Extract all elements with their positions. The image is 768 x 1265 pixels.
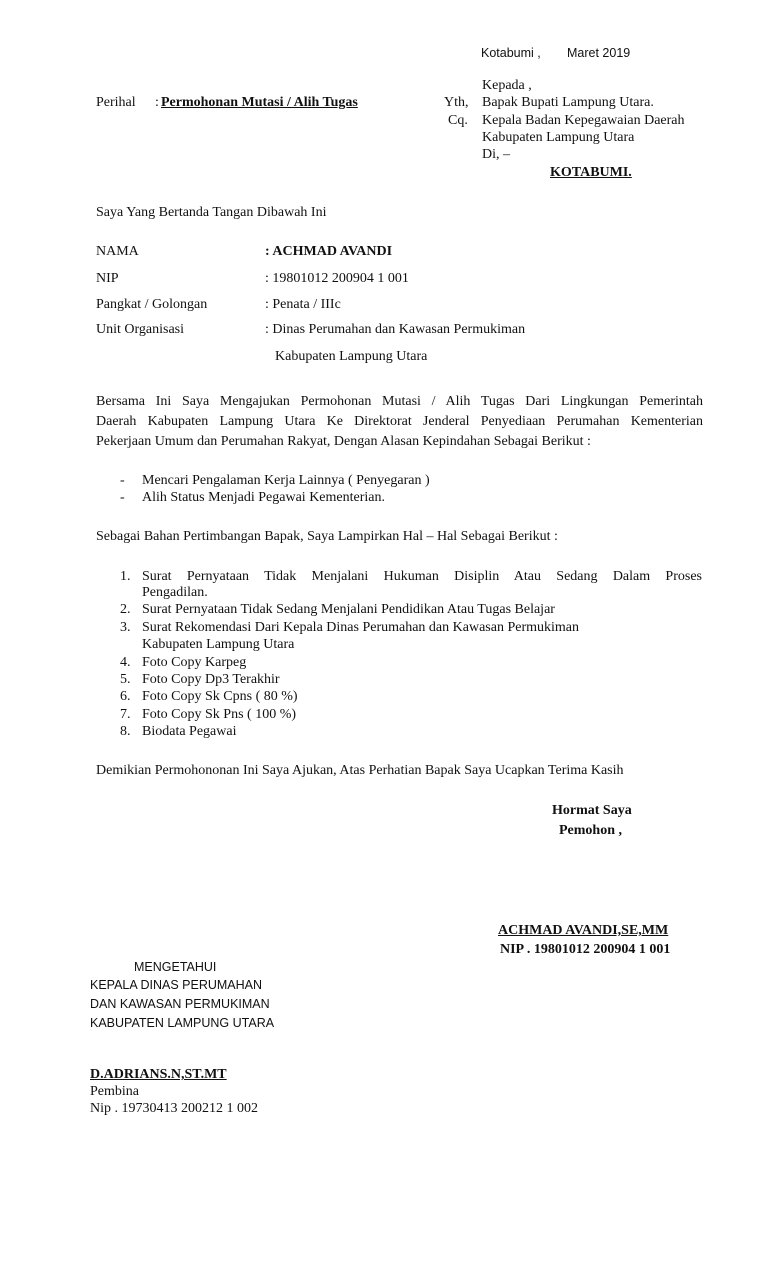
- identity-value-pangkat: : Penata / IIIc: [265, 297, 341, 312]
- perihal-colon: :: [155, 95, 159, 110]
- identity-value-nip: : 19801012 200904 1 001: [265, 271, 409, 286]
- identity-label-unit: Unit Organisasi: [96, 322, 185, 337]
- recipient-cq-line1: Kepala Badan Kepegawaian Daerah: [482, 113, 685, 128]
- recipient-cq-line2: Kabupaten Lampung Utara: [482, 130, 635, 145]
- signature-regards: Hormat Saya: [552, 803, 632, 818]
- approval-nip: Nip . 19730413 200212 1 002: [90, 1101, 258, 1116]
- attachment-number: 5.: [120, 672, 131, 687]
- approval-heading: MENGETAHUI: [134, 960, 217, 974]
- attachment-number: 7.: [120, 707, 131, 722]
- attachment-number: 4.: [120, 655, 131, 670]
- attachment-item-5: Foto Copy Dp3 Terakhir: [142, 672, 280, 687]
- recipient-cq-prefix: Cq.: [448, 113, 468, 128]
- perihal-subject: Permohonan Mutasi / Alih Tugas: [161, 95, 358, 110]
- attachment-number: 6.: [120, 689, 131, 704]
- approval-line-1: KEPALA DINAS PERUMAHAN: [90, 978, 263, 992]
- reason-item-2: Alih Status Menjadi Pegawai Kementerian.: [142, 490, 385, 505]
- signature-role: Pemohon ,: [559, 823, 622, 838]
- perihal-label: Perihal: [96, 95, 136, 110]
- approval-line-2: DAN KAWASAN PERMUKIMAN: [90, 997, 270, 1011]
- attachment-item-1: Surat Pernyataan Tidak Menjalani Hukuman Disiplin Atau Sedang Dalam Proses: [142, 569, 702, 584]
- reason-item-1: Mencari Pengalaman Kerja Lainnya ( Penyegaran ): [142, 473, 430, 488]
- attachment-item-2: Surat Pernyataan Tidak Sedang Menjalani Pendidikan Atau Tugas Belajar: [142, 602, 555, 617]
- closing-line: Demikian Permohononan Ini Saya Ajukan, Atas Perhatian Bapak Saya Ucapkan Terima Kasih: [96, 763, 624, 778]
- attachment-item-3: Surat Rekomendasi Dari Kepala Dinas Perumahan dan Kawasan Permukiman: [142, 620, 579, 635]
- attachments-intro: Sebagai Bahan Pertimbangan Bapak, Saya Lampirkan Hal – Hal Sebagai Berikut :: [96, 529, 558, 544]
- attachment-item-6: Foto Copy Sk Cpns ( 80 %): [142, 689, 298, 704]
- identity-label-pangkat: Pangkat / Golongan: [96, 297, 208, 312]
- signature-nip: NIP . 19801012 200904 1 001: [500, 942, 671, 957]
- recipient-city: KOTABUMI.: [550, 165, 632, 180]
- identity-value-nama: : ACHMAD AVANDI: [265, 244, 393, 259]
- recipient-yth-prefix: Yth,: [444, 95, 469, 110]
- identity-value-unit-cont: Kabupaten Lampung Utara: [275, 349, 428, 364]
- reason-bullet: -: [120, 473, 125, 488]
- body-line-1: Bersama Ini Saya Mengajukan Permohonan Mutasi / Alih Tugas Dari Lingkungan Pemerintah: [96, 394, 703, 409]
- recipient-di: Di, –: [482, 147, 510, 162]
- attachment-item-4: Foto Copy Karpeg: [142, 655, 247, 670]
- recipient-yth: Bapak Bupati Lampung Utara.: [482, 95, 654, 110]
- body-line-3: Pekerjaan Umum dan Perumahan Rakyat, Dengan Alasan Kepindahan Sebagai Berikut :: [96, 434, 591, 449]
- identity-value-unit: : Dinas Perumahan dan Kawasan Permukiman: [265, 322, 526, 337]
- attachment-number: 2.: [120, 602, 131, 617]
- signature-name: ACHMAD AVANDI,SE,MM: [498, 923, 669, 938]
- approval-name: D.ADRIANS.N,ST.MT: [90, 1067, 227, 1082]
- body-line-2: Daerah Kabupaten Lampung Utara Ke Direktorat Jenderal Penyediaan Perumahan Kementerian: [96, 414, 703, 429]
- attachment-item-3-cont: Kabupaten Lampung Utara: [142, 637, 295, 652]
- date-month-year: Maret 2019: [567, 46, 631, 60]
- identity-label-nip: NIP: [96, 271, 119, 286]
- attachment-number: 1.: [120, 569, 131, 584]
- attachment-number: 8.: [120, 724, 131, 739]
- intro-line: Saya Yang Bertanda Tangan Dibawah Ini: [96, 205, 327, 220]
- attachment-item-7: Foto Copy Sk Pns ( 100 %): [142, 707, 297, 722]
- attachment-item-8: Biodata Pegawai: [142, 724, 237, 739]
- attachment-number: 3.: [120, 620, 131, 635]
- attachment-item-1-cont: Pengadilan.: [142, 585, 208, 600]
- identity-label-nama: NAMA: [96, 244, 139, 259]
- reason-bullet: -: [120, 490, 125, 505]
- approval-rank: Pembina: [90, 1084, 139, 1099]
- approval-line-3: KABUPATEN LAMPUNG UTARA: [90, 1016, 275, 1030]
- date-city: Kotabumi ,: [481, 46, 541, 60]
- recipient-kepada: Kepada ,: [482, 78, 532, 93]
